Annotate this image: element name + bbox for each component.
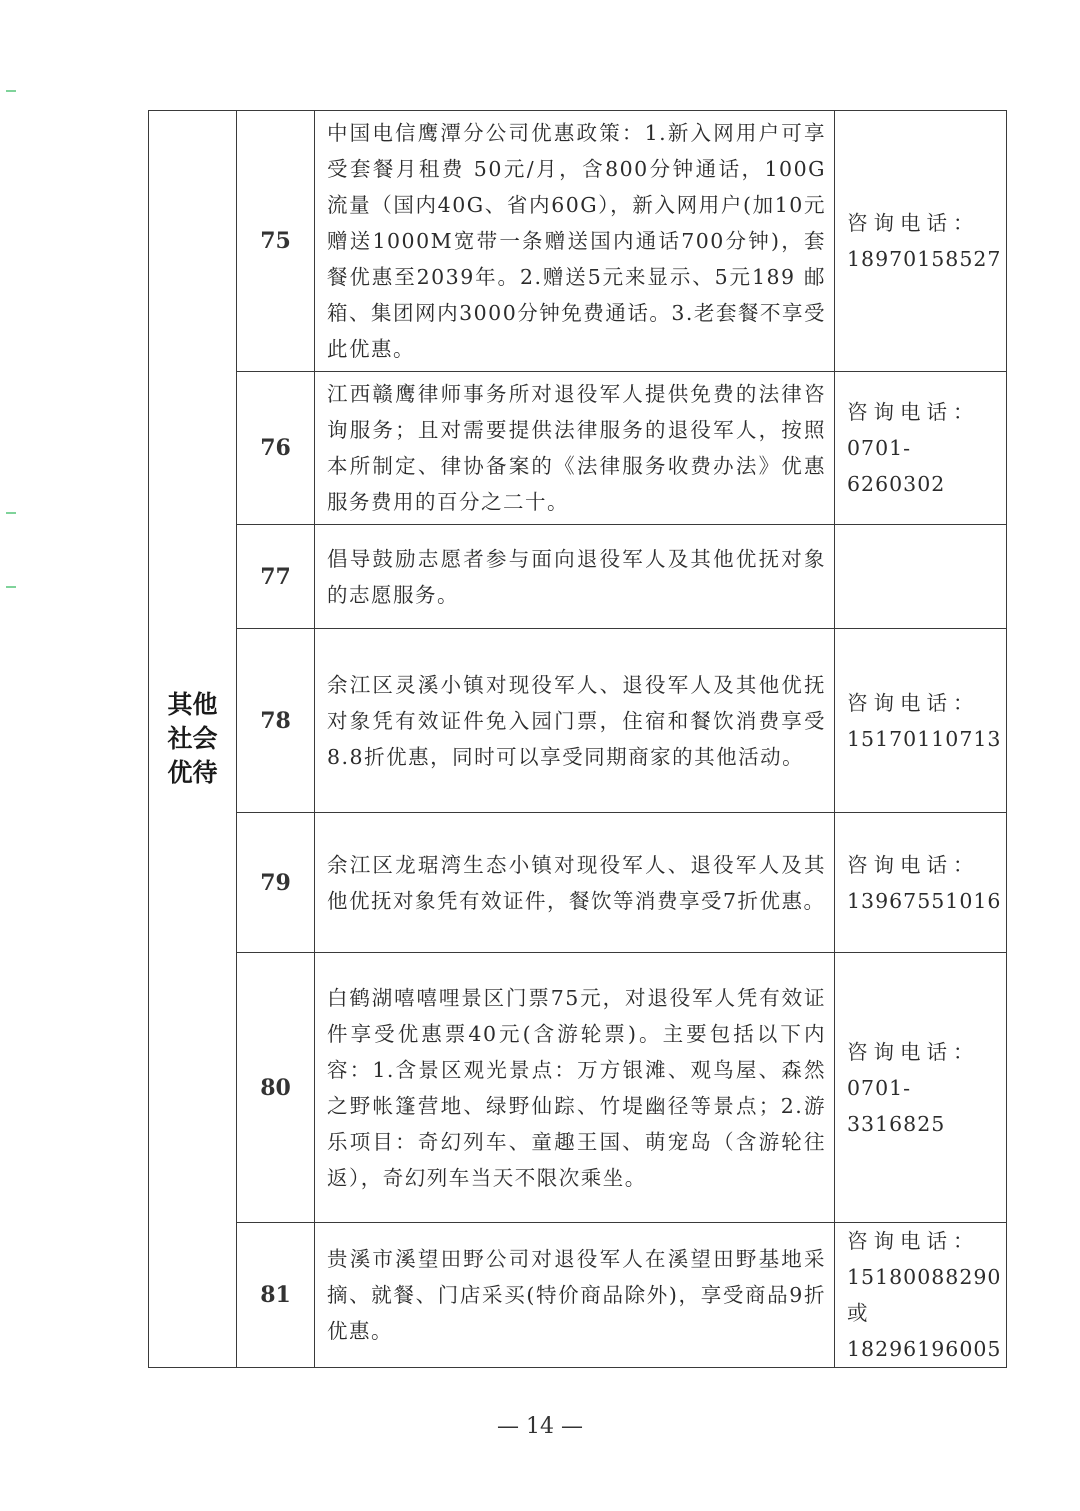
row-number: 78 [237, 629, 315, 813]
row-contact [835, 525, 1007, 629]
row-description: 贵溪市溪望田野公司对退役军人在溪望田野基地采摘、就餐、门店采买(特价商品除外)，享受商品9折优惠。 [315, 1223, 835, 1368]
row-contact [835, 813, 1007, 953]
table-row [149, 953, 1007, 1223]
row-number: 81 [237, 1223, 315, 1368]
contact-label: 咨询电话： [847, 1039, 980, 1064]
contact-phone: 0701-6260302 [847, 436, 946, 496]
contact-conjunction: 或 [847, 1301, 869, 1325]
contact-label: 咨询电话： [847, 690, 980, 715]
row-contact [835, 1223, 1007, 1368]
table-row [149, 111, 1007, 372]
category-line: 社会 [167, 724, 218, 753]
table-row [149, 372, 1007, 525]
row-number: 75 [237, 111, 315, 372]
table-row [149, 813, 1007, 953]
contact-phone: 15180088290 [847, 1265, 1002, 1289]
contact-phone: 18970158527 [847, 247, 1002, 271]
scan-mark [6, 90, 16, 92]
row-description: 中国电信鹰潭分公司优惠政策：1.新入网用户可享受套餐月租费 50元/月，含800分钟通话，100G流量（国内40G、省内60G），新入网用户(加10元赠送1000M宽带一条赠送国内通话700分钟)，套餐优惠至2039年。2.赠送5元来显示、5元189 邮箱、集团网内3000分钟免费通话。3.老套餐不享受此优惠。 [315, 111, 835, 372]
table-row [149, 629, 1007, 813]
contact-phone: 13967551016 [847, 888, 1002, 913]
row-number: 76 [237, 372, 315, 525]
category-cell [149, 111, 237, 1368]
benefits-table [148, 110, 1007, 1368]
contact-label: 咨询电话： [847, 1229, 980, 1253]
table-row [149, 1223, 1007, 1368]
row-number: 77 [237, 525, 315, 629]
category-line: 其他 [167, 690, 218, 719]
contact-label: 咨询电话： [847, 400, 980, 424]
row-contact [835, 111, 1007, 372]
scan-mark [6, 586, 16, 588]
row-contact [835, 629, 1007, 813]
contact-phone: 18296196005 [847, 1337, 1002, 1361]
category-line: 优待 [167, 758, 218, 787]
row-contact [835, 372, 1007, 525]
row-description: 江西赣鹰律师事务所对退役军人提供免费的法律咨询服务；且对需要提供法律服务的退役军人，按照本所制定、律协备案的《法律服务收费办法》优惠服务费用的百分之二十。 [315, 372, 835, 525]
scan-mark [6, 512, 16, 514]
table-row [149, 525, 1007, 629]
row-number: 80 [237, 953, 315, 1223]
row-description: 倡导鼓励志愿者参与面向退役军人及其他优抚对象的志愿服务。 [315, 525, 835, 629]
page-number: — 14 — [497, 1414, 583, 1439]
row-description: 白鹤湖嘻嘻哩景区门票75元，对退役军人凭有效证件享受优惠票40元(含游轮票)。主要包括以下内容：1.含景区观光景点：万方银滩、观鸟屋、森然之野帐篷营地、绿野仙踪、竹堤幽径等景点；2.游乐项目：奇幻列车、童趣王国、萌宠岛（含游轮往返），奇幻列车当天不限次乘坐。 [315, 953, 835, 1223]
row-description: 余江区灵溪小镇对现役军人、退役军人及其他优抚对象凭有效证件免入园门票，住宿和餐饮消费享受8.8折优惠，同时可以享受同期商家的其他活动。 [315, 629, 835, 813]
row-number: 79 [237, 813, 315, 953]
row-contact [835, 953, 1007, 1223]
contact-phone: 0701-3316825 [847, 1075, 946, 1136]
contact-label: 咨询电话： [847, 852, 980, 877]
row-description: 余江区龙琚湾生态小镇对现役军人、退役军人及其他优抚对象凭有效证件，餐饮等消费享受7折优惠。 [315, 813, 835, 953]
contact-phone: 15170110713 [847, 726, 1002, 751]
contact-label: 咨询电话： [847, 211, 980, 235]
